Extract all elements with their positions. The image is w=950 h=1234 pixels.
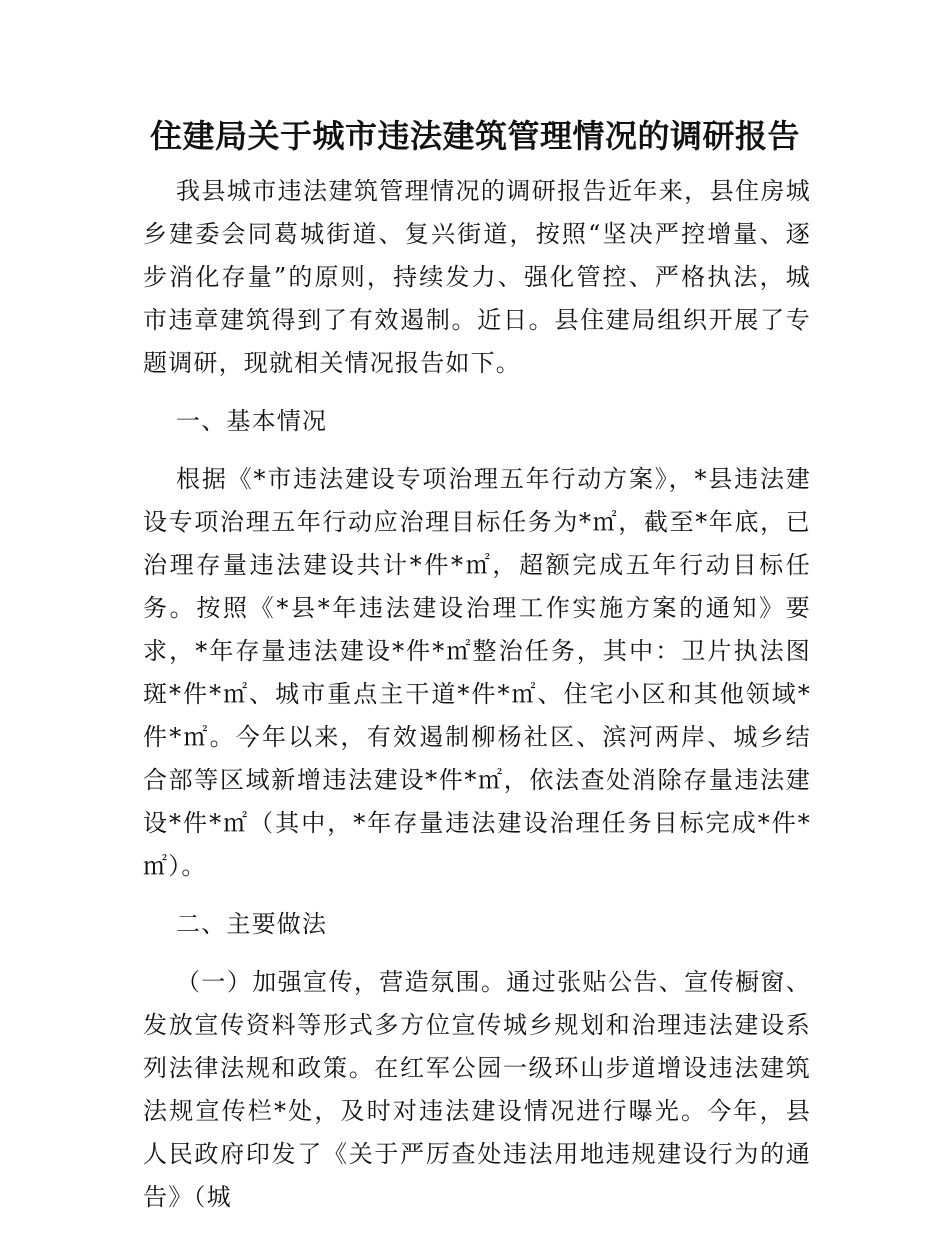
basic-situation-paragraph: 根据《*市违法建设专项治理五年行动方案》，*县违法建设专项治理五年行动应治理目标任务为*㎡，截至*年底，已治理存量违法建设共计*件*㎡，超额完成五年行动目标任务。按照《*县*年违法建设治理工作实施方案的通知》要求，*年存量违法建设*件*㎡整治任务，其中：卫片执法图斑*件*㎡、城市重点主干道*件*㎡、住宅小区和其他领域*件*㎡。今年以来，有效遏制柳杨社区、滨河两岸、城乡结合部等区域新增违法建设*件*㎡，依法查处消除存量违法建设*件*㎡（其中，*年存量违法建设治理任务目标完成*件*㎡）。 bbox=[143, 465, 811, 880]
intro-paragraph: 我县城市违法建筑管理情况的调研报告近年来，县住房城乡建委会同葛城街道、复兴街道，按照“坚决严控增量、逐步消化存量”的原则，持续发力、强化管控、严格执法，城市违章建筑得到了有效遏制。近日。县住建局组织开展了专题调研，现就相关情况报告如下。 bbox=[143, 177, 811, 377]
section-heading-basic-situation: 一、基本情况 bbox=[176, 407, 328, 435]
section-heading-main-practices: 二、主要做法 bbox=[176, 910, 328, 938]
document-title: 住建局关于城市违法建筑管理情况的调研报告 bbox=[149, 117, 800, 155]
document-body bbox=[143, 170, 811, 1234]
main-practices-paragraph: （一）加强宣传，营造氛围。通过张贴公告、宣传橱窗、发放宣传资料等形式多方位宣传城乡规划和治理违法建设系列法律法规和政策。在红军公园一级环山步道增设违法建筑法规宣传栏*处，及时对违法建设情况进行曝光。今年，县人民政府印发了《关于严厉查处违法用地违规建设行为的通告》（城 bbox=[143, 968, 811, 1211]
